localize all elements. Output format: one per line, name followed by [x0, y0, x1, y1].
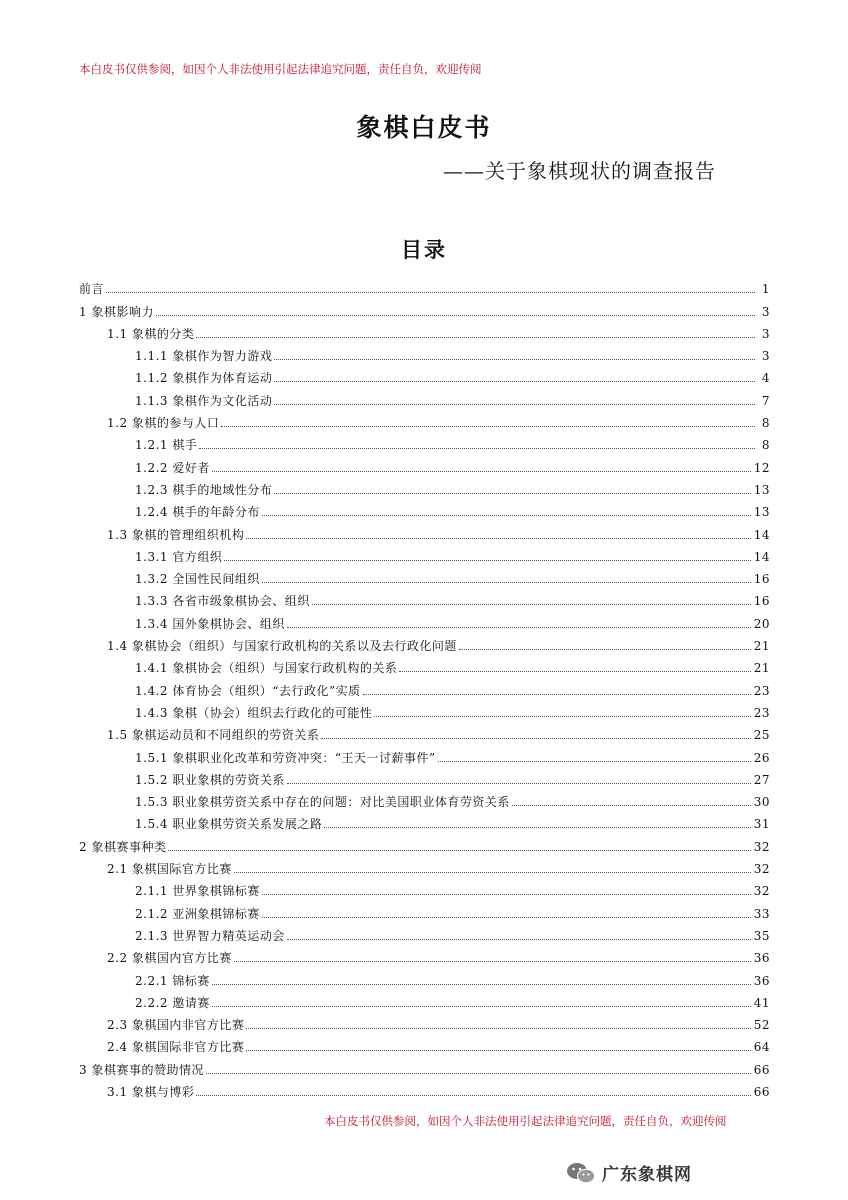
- footer-notice: 本白皮书仅供参阅，如因个人非法使用引起法律追究问题，责任自负，欢迎传阅: [324, 1114, 727, 1128]
- toc-entry[interactable]: [79, 742, 770, 764]
- toc-entry[interactable]: [79, 631, 770, 653]
- toc-entry[interactable]: [79, 720, 770, 742]
- toc-entry-label: 2.3 象棋国内非官方比赛: [107, 1018, 245, 1033]
- wechat-icon: [566, 1161, 596, 1185]
- toc-entry-page: 31: [753, 817, 770, 832]
- toc-leader-dots: [312, 604, 751, 605]
- toc-entry-page: 3: [761, 304, 770, 319]
- toc-leader-dots: [287, 939, 751, 940]
- toc-entry-label: 2.1.1 世界象棋锦标赛: [135, 884, 260, 899]
- toc-entry[interactable]: [79, 943, 770, 965]
- toc-leader-dots: [246, 538, 750, 539]
- toc-leader-dots: [324, 827, 750, 828]
- toc-leader-dots: [106, 292, 755, 293]
- toc-entry[interactable]: [79, 765, 770, 787]
- document-subtitle: ——关于象棋现状的调查报告: [443, 159, 716, 183]
- toc-leader-dots: [459, 649, 751, 650]
- toc-entry[interactable]: [79, 319, 770, 341]
- toc-entry-label: 1.3.3 各省市级象棋协会、组织: [135, 594, 310, 609]
- toc-entry[interactable]: [79, 698, 770, 720]
- toc-entry[interactable]: [79, 385, 770, 407]
- toc-entry-page: 27: [753, 772, 770, 787]
- table-of-contents: [79, 274, 770, 1099]
- toc-entry[interactable]: [79, 363, 770, 385]
- toc-entry-label: 1.3.2 全国性民间组织: [135, 572, 260, 587]
- toc-entry-page: 25: [753, 728, 770, 743]
- toc-entry[interactable]: [79, 452, 770, 474]
- toc-entry-page: 32: [753, 839, 770, 854]
- header-notice: 本白皮书仅供参阅，如因个人非法使用引起法律追究问题，责任自负，欢迎传阅: [79, 62, 482, 76]
- toc-entry[interactable]: [79, 586, 770, 608]
- toc-entry-page: 64: [753, 1040, 770, 1055]
- toc-entry-label: 1.4.3 象棋（协会）组织去行政化的可能性: [135, 705, 373, 720]
- toc-entry-page: 23: [753, 705, 770, 720]
- toc-entry-page: 36: [753, 951, 770, 966]
- toc-entry-page: 14: [753, 549, 770, 564]
- toc-entry-page: 16: [753, 594, 770, 609]
- toc-entry-label: 1.2.2 爱好者: [135, 460, 210, 475]
- toc-heading: 目录: [401, 237, 447, 262]
- toc-entry-page: 7: [761, 393, 770, 408]
- toc-entry-label: 1.1.3 象棋作为文化活动: [135, 393, 273, 408]
- toc-leader-dots: [262, 917, 751, 918]
- toc-leader-dots: [274, 359, 755, 360]
- document-title: 象棋白皮书: [356, 113, 492, 142]
- toc-entry-label: 1.4 象棋协会（组织）与国家行政机构的关系以及去行政化问题: [107, 639, 457, 654]
- toc-entry-page: 3: [761, 326, 770, 341]
- toc-entry-label: 1.2.4 棋手的年龄分布: [135, 505, 260, 520]
- toc-entry-label: 3 象棋赛事的赞助情况: [79, 1062, 204, 1077]
- toc-entry-label: 1.2.1 棋手: [135, 438, 198, 453]
- toc-entry-page: 3: [761, 349, 770, 364]
- toc-entry-label: 1.1.1 象棋作为智力游戏: [135, 349, 273, 364]
- toc-entry[interactable]: [79, 542, 770, 564]
- toc-entry[interactable]: [79, 675, 770, 697]
- toc-entry-page: 16: [753, 572, 770, 587]
- toc-entry-page: 23: [753, 683, 770, 698]
- toc-leader-dots: [262, 515, 751, 516]
- toc-entry[interactable]: [79, 876, 770, 898]
- toc-leader-dots: [287, 627, 751, 628]
- toc-leader-dots: [234, 961, 751, 962]
- toc-entry-page: 21: [753, 639, 770, 654]
- toc-leader-dots: [156, 315, 755, 316]
- toc-entry-label: 1.4.1 象棋协会（组织）与国家行政机构的关系: [135, 661, 398, 676]
- toc-leader-dots: [274, 381, 755, 382]
- toc-entry-label: 3.1 象棋与博彩: [107, 1084, 195, 1099]
- toc-entry-label: 2 象棋赛事种类: [79, 839, 167, 854]
- toc-leader-dots: [287, 783, 751, 784]
- toc-entry-page: 41: [753, 995, 770, 1010]
- toc-leader-dots: [262, 894, 751, 895]
- toc-entry-page: 4: [761, 371, 770, 386]
- toc-entry-page: 21: [753, 661, 770, 676]
- toc-entry-page: 66: [753, 1084, 770, 1099]
- toc-entry-page: 8: [761, 416, 770, 431]
- toc-entry[interactable]: [79, 408, 770, 430]
- toc-entry[interactable]: [79, 564, 770, 586]
- toc-entry-page: 32: [753, 884, 770, 899]
- toc-entry[interactable]: [79, 274, 770, 296]
- toc-entry[interactable]: [79, 787, 770, 809]
- toc-entry-page: 13: [753, 482, 770, 497]
- toc-leader-dots: [196, 337, 755, 338]
- toc-entry[interactable]: [79, 497, 770, 519]
- toc-entry-page: 30: [753, 795, 770, 810]
- toc-entry[interactable]: [79, 854, 770, 876]
- toc-entry-label: 1.3 象棋的管理组织机构: [107, 527, 245, 542]
- toc-entry-label: 1.4.2 体育协会（组织）“去行政化”实质: [135, 683, 361, 698]
- toc-entry-label: 1.2 象棋的参与人口: [107, 416, 220, 431]
- toc-leader-dots: [274, 493, 750, 494]
- toc-entry[interactable]: [79, 988, 770, 1010]
- toc-entry[interactable]: [79, 1077, 770, 1099]
- toc-entry-label: 2.1 象棋国际官方比赛: [107, 862, 232, 877]
- toc-entry-page: 52: [753, 1018, 770, 1033]
- toc-entry-page: 14: [753, 527, 770, 542]
- toc-entry-page: 33: [753, 906, 770, 921]
- toc-leader-dots: [196, 1095, 750, 1096]
- toc-entry-page: 20: [753, 616, 770, 631]
- toc-entry[interactable]: [79, 921, 770, 943]
- toc-entry[interactable]: [79, 608, 770, 630]
- toc-leader-dots: [168, 850, 750, 851]
- toc-entry[interactable]: [79, 653, 770, 675]
- watermark-text: 广东象棋网: [602, 1165, 692, 1185]
- toc-entry-page: 13: [753, 505, 770, 520]
- toc-entry[interactable]: [79, 1010, 770, 1032]
- toc-leader-dots: [363, 694, 751, 695]
- toc-entry-page: 32: [753, 862, 770, 877]
- toc-leader-dots: [246, 1050, 750, 1051]
- toc-entry-label: 2.2.2 邀请赛: [135, 995, 210, 1010]
- toc-entry-label: 2.2.1 锦标赛: [135, 973, 210, 988]
- toc-entry-page: 66: [753, 1062, 770, 1077]
- toc-leader-dots: [221, 426, 755, 427]
- toc-leader-dots: [262, 582, 751, 583]
- toc-entry-label: 1.5.1 象棋职业化改革和劳资冲突：“王天一讨薪事件”: [135, 750, 436, 765]
- toc-entry-page: 8: [761, 438, 770, 453]
- toc-entry[interactable]: [79, 831, 770, 853]
- toc-leader-dots: [199, 448, 755, 449]
- toc-leader-dots: [224, 560, 750, 561]
- toc-entry-label: 1.5 象棋运动员和不同组织的劳资关系: [107, 728, 320, 743]
- toc-leader-dots: [438, 761, 751, 762]
- toc-entry-label: 2.4 象棋国际非官方比赛: [107, 1040, 245, 1055]
- toc-entry-page: 12: [753, 460, 770, 475]
- toc-entry-label: 1.1 象棋的分类: [107, 326, 195, 341]
- toc-leader-dots: [374, 716, 750, 717]
- toc-entry-label: 1.1.2 象棋作为体育运动: [135, 371, 273, 386]
- toc-entry-page: 35: [753, 928, 770, 943]
- toc-leader-dots: [206, 1073, 751, 1074]
- toc-entry-page: 26: [753, 750, 770, 765]
- toc-entry-label: 1.5.3 职业象棋劳资关系中存在的问题：对比美国职业体育劳资关系: [135, 795, 510, 810]
- toc-leader-dots: [212, 471, 751, 472]
- toc-entry[interactable]: [79, 519, 770, 541]
- toc-entry[interactable]: [79, 341, 770, 363]
- toc-leader-dots: [274, 404, 755, 405]
- toc-entry-label: 1.5.2 职业象棋的劳资关系: [135, 772, 285, 787]
- toc-leader-dots: [212, 1006, 751, 1007]
- toc-entry-page: 1: [761, 282, 770, 297]
- toc-entry[interactable]: [79, 430, 770, 452]
- toc-leader-dots: [212, 984, 751, 985]
- toc-entry-page: 36: [753, 973, 770, 988]
- toc-entry[interactable]: [79, 898, 770, 920]
- toc-leader-dots: [399, 671, 750, 672]
- toc-entry-label: 1 象棋影响力: [79, 304, 154, 319]
- toc-leader-dots: [512, 805, 751, 806]
- toc-entry-label: 1.3.4 国外象棋协会、组织: [135, 616, 285, 631]
- toc-leader-dots: [246, 1028, 750, 1029]
- toc-leader-dots: [234, 872, 751, 873]
- toc-entry[interactable]: [79, 1032, 770, 1054]
- toc-entry-label: 2.1.2 亚洲象棋锦标赛: [135, 906, 260, 921]
- toc-leader-dots: [321, 738, 750, 739]
- toc-entry-label: 2.2 象棋国内官方比赛: [107, 951, 232, 966]
- toc-entry[interactable]: [79, 1054, 770, 1076]
- toc-entry-label: 1.5.4 职业象棋劳资关系发展之路: [135, 817, 323, 832]
- watermark: [566, 1160, 692, 1185]
- toc-entry[interactable]: [79, 296, 770, 318]
- toc-entry-label: 前言: [79, 282, 105, 297]
- toc-entry[interactable]: [79, 965, 770, 987]
- toc-entry[interactable]: [79, 475, 770, 497]
- toc-entry-label: 1.3.1 官方组织: [135, 549, 223, 564]
- toc-entry-label: 2.1.3 世界智力精英运动会: [135, 928, 285, 943]
- toc-entry[interactable]: [79, 809, 770, 831]
- toc-entry-label: 1.2.3 棋手的地域性分布: [135, 482, 273, 497]
